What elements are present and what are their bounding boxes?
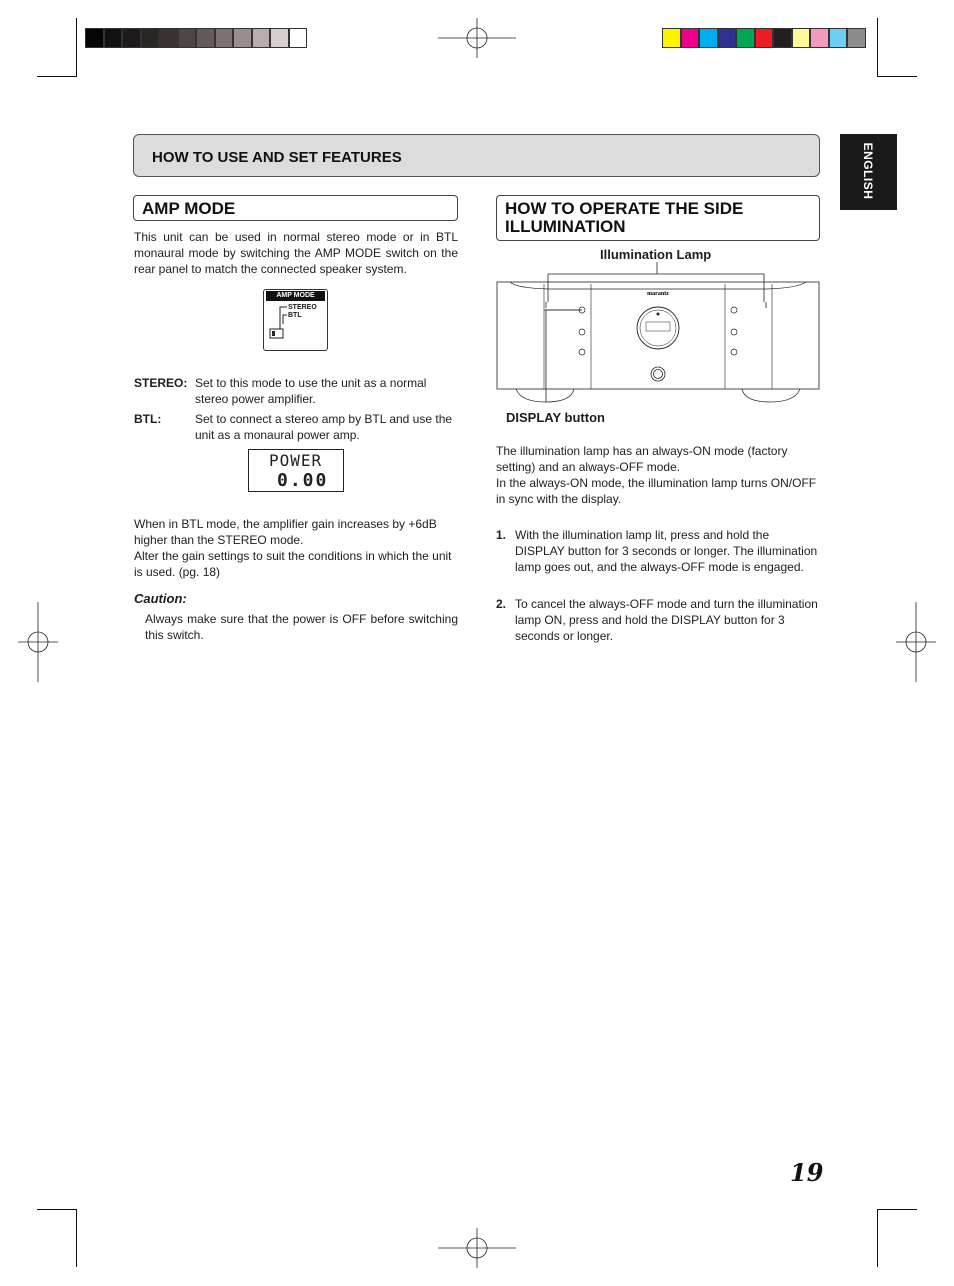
switch-option-stereo: STEREO	[288, 304, 317, 311]
section-title: HOW TO USE AND SET FEATURES	[152, 149, 402, 166]
color-swatch	[270, 28, 289, 48]
color-swatch	[233, 28, 252, 48]
power-display	[248, 449, 344, 492]
display-line-1: POWER	[269, 451, 323, 470]
color-swatch	[773, 28, 792, 48]
color-swatch	[215, 28, 234, 48]
grayscale-swatches	[85, 28, 307, 48]
language-tab	[840, 134, 897, 210]
color-swatch	[736, 28, 755, 48]
display-button-label: DISPLAY button	[506, 410, 605, 425]
crop-mark	[877, 1209, 917, 1210]
color-swatch	[681, 28, 700, 48]
color-swatch	[252, 28, 271, 48]
color-swatch	[718, 28, 737, 48]
color-swatch	[196, 28, 215, 48]
crop-mark	[37, 76, 77, 77]
display-line-2: 0.00	[277, 470, 329, 491]
crop-mark	[76, 18, 77, 76]
color-swatch	[792, 28, 811, 48]
gain-note: When in BTL mode, the amplifier gain increases by +6dB higher than the STEREO mode. Alter the gain settings to suit the conditions in which the unit is used. (pg. 18)	[134, 517, 452, 579]
color-swatch	[847, 28, 866, 48]
color-swatch	[141, 28, 160, 48]
caution-text: Always make sure that the power is OFF before switching this switch.	[145, 612, 458, 642]
color-swatch	[810, 28, 829, 48]
crop-mark	[76, 1209, 77, 1267]
step-2-number: 2.	[496, 597, 507, 611]
step-1-number: 1.	[496, 528, 507, 542]
caution-label: Caution:	[134, 591, 187, 606]
illumination-para-1: The illumination lamp has an always-ON mode (factory setting) and an always-OFF mode.	[496, 444, 788, 474]
amp-mode-heading: AMP MODE	[133, 195, 458, 221]
stereo-label: STEREO:	[134, 376, 188, 390]
brand-logo: marantz	[647, 291, 669, 297]
switch-lever-icon	[268, 304, 288, 344]
illumination-lamp-label: Illumination Lamp	[600, 247, 712, 262]
color-swatch	[289, 28, 308, 48]
registration-target-icon	[438, 18, 516, 58]
color-swatch	[178, 28, 197, 48]
btl-description: Set to connect a stereo amp by BTL and use the unit as a monaural power amp.	[195, 412, 453, 442]
color-swatch	[829, 28, 848, 48]
switch-option-btl: BTL	[288, 312, 302, 319]
color-swatch	[159, 28, 178, 48]
color-swatch	[699, 28, 718, 48]
side-illumination-heading: HOW TO OPERATE THE SIDE ILLUMINATION	[496, 195, 820, 241]
illumination-para-2: In the always-ON mode, the illumination lamp turns ON/OFF in sync with the display.	[496, 476, 817, 506]
registration-target-icon	[18, 602, 58, 682]
section-header	[133, 134, 820, 177]
stereo-description: Set to this mode to use the unit as a normal stereo power amplifier.	[195, 376, 427, 406]
color-swatch	[122, 28, 141, 48]
language-label: ENGLISH	[861, 142, 875, 200]
amp-mode-intro: This unit can be used in normal stereo mode or in BTL monaural mode by switching the AMP MODE switch on the rear panel to match the connected speaker system.	[134, 230, 458, 276]
color-swatch	[755, 28, 774, 48]
crop-mark	[37, 1209, 77, 1210]
switch-title: AMP MODE	[266, 291, 325, 301]
step-2-text: To cancel the always-OFF mode and turn the illumination lamp ON, press and hold the DISPLAY button for 3 seconds or longer.	[515, 597, 818, 643]
btl-label: BTL:	[134, 412, 162, 426]
registration-target-icon	[896, 602, 936, 682]
front-panel-diagram	[496, 262, 822, 406]
crop-mark	[877, 76, 917, 77]
crop-mark	[877, 1209, 878, 1267]
color-swatch	[662, 28, 681, 48]
color-swatch	[85, 28, 104, 48]
crop-mark	[877, 18, 878, 76]
registration-target-icon	[438, 1228, 516, 1268]
amp-mode-switch-diagram	[263, 289, 328, 351]
color-swatches	[662, 28, 866, 48]
page-number: 19	[790, 1158, 824, 1187]
color-swatch	[104, 28, 123, 48]
step-1-text: With the illumination lamp lit, press and hold the DISPLAY button for 3 seconds or longer. The illumination lamp goes out, and the always-OFF mode is engaged.	[515, 528, 818, 574]
